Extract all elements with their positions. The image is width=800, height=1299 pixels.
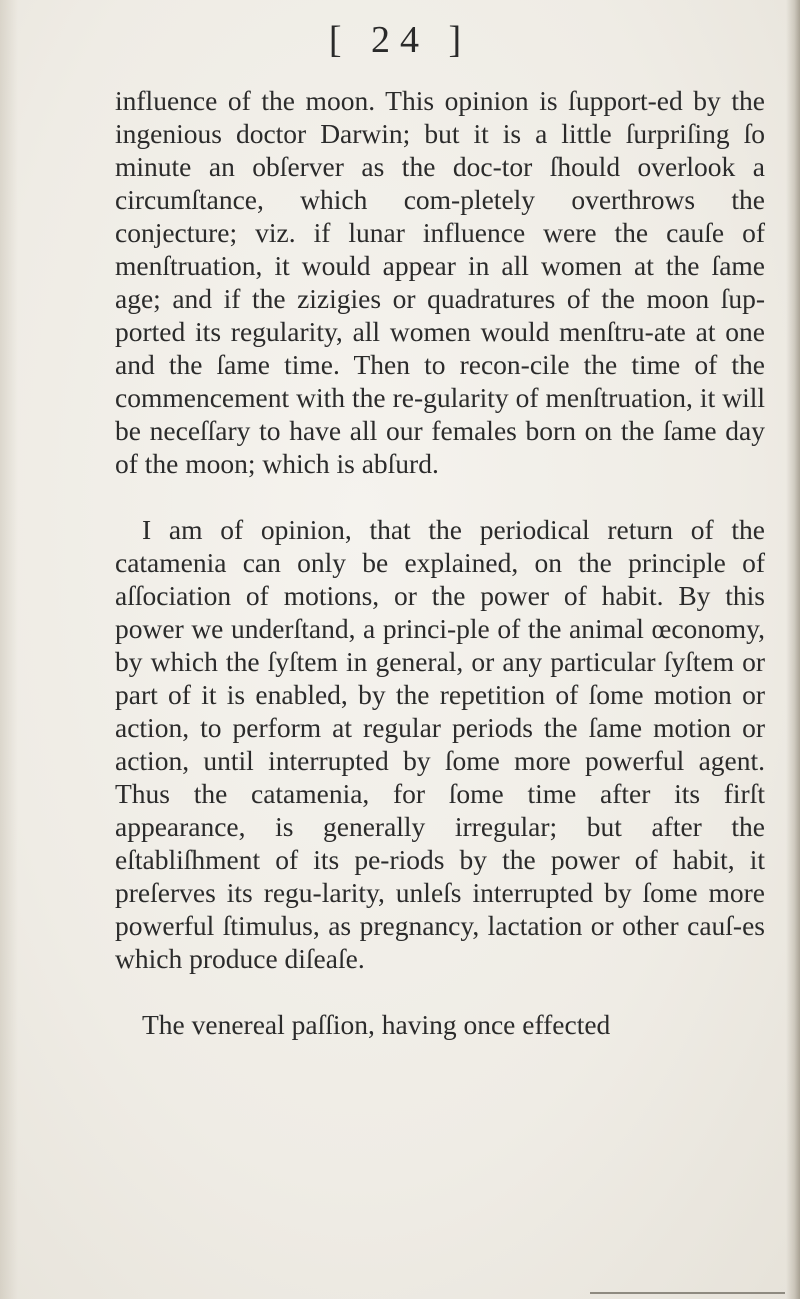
page-edge-shadow	[786, 0, 800, 1299]
page-gutter-shadow	[0, 0, 18, 1299]
page-number: [ 24 ]	[328, 19, 472, 61]
paragraph-2: I am of opinion, that the periodical return of the catamenia can only be explained, on the principle of aſſociation of motions, or the power of habit. By this power we underſtand, a princi-ple of the animal œconomy, by which the ſyſtem in general, or any particular ſyſtem or part of it is enabled, by the repetition of ſome motion or action, to perform at regular periods the ſame motion or action, until interrupted by ſome more powerful agent. Thus the catamenia, for ſome time after its firſt appearance, is generally irregular; but after the eſtabliſhment of its pe-riods by the power of habit, it preſerves its regu-larity, unleſs interrupted by ſome more powerful ſtimulus, as pregnancy, lactation or other cauſ-es which produce diſeaſe.	[115, 514, 765, 974]
paragraph-1: influence of the moon. This opinion is ſupport-ed by the ingenious doctor Darwin; but it is a little ſurpriſing ſo minute an obſerver as the doc-tor ſhould overlook a circumſtance, which com-pletely overthrows the conjecture; viz. if lunar influence were the cauſe of menſtruation, it would appear in all women at the ſame age; and if the zizigies or quadratures of the moon ſup-ported its regularity, all women would menſtru-ate at one and the ſame time. Then to recon-cile the time of the commencement with the re-gularity of menſtruation, it will be neceſſary to have all our females born on the ſame day of the moon; which is abſurd.	[115, 85, 765, 479]
paragraph-3: The venereal paſſion, having once effected	[142, 1009, 611, 1040]
bottom-rule	[590, 1292, 785, 1294]
body-text	[115, 84, 765, 1041]
